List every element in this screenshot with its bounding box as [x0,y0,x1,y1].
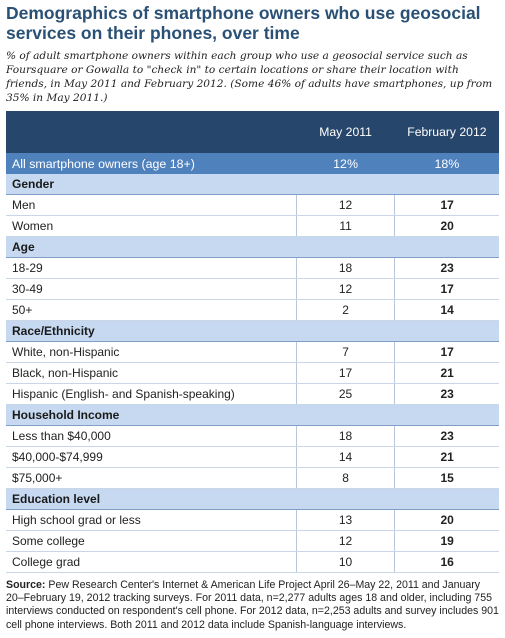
row-label: $75,000+ [6,468,296,489]
group-header-row [6,174,499,195]
value-may-2011: 14 [296,447,394,468]
value-may-2011: 10 [296,552,394,573]
value-february-2012: 23 [395,258,499,279]
all-owners-row [6,153,499,174]
row-label: Women [6,216,296,237]
column-header-may-2011: May 2011 [296,111,394,153]
table-row [6,216,499,237]
table-row [6,552,499,573]
value-february-2012: 14 [395,300,499,321]
table-row [6,300,499,321]
value-may-2011: 7 [296,342,394,363]
group-header-label: Age [6,237,499,258]
value-may-2011: 12 [296,279,394,300]
row-label: Men [6,195,296,216]
value-may-2011: 17 [296,363,394,384]
row-label: $40,000-$74,999 [6,447,296,468]
table-row [6,468,499,489]
group-header-row [6,405,499,426]
value-february-2012: 20 [395,510,499,531]
chart-title: Demographics of smartphone owners who use geosocial services on their phones, over time [6,3,481,43]
table-row [6,363,499,384]
value-february-2012: 23 [395,384,499,405]
value-may-2011: 25 [296,384,394,405]
header-label-cell [6,111,296,153]
value-february-2012: 23 [395,426,499,447]
group-header-label: Education level [6,489,499,510]
table-row [6,384,499,405]
row-label: Less than $40,000 [6,426,296,447]
source-label: Source: [6,579,46,591]
value-may-2011: 18 [296,426,394,447]
group-header-row [6,489,499,510]
table-header-row [6,111,499,153]
value-february-2012: 17 [395,342,499,363]
table-row [6,426,499,447]
row-label: 18-29 [6,258,296,279]
value-february-2012: 17 [395,195,499,216]
row-label: White, non-Hispanic [6,342,296,363]
chart-subtitle: % of adult smartphone owners within each group who use a geosocial service such as Foursquare or Gowalla to "check in" to certain locations or share their location with friends, in May 2011 and February 2012. (Some 46% of adults have smartphones, up from 35% in May 2011.) [6,50,493,104]
group-header-label: Race/Ethnicity [6,321,499,342]
value-february-2012: 20 [395,216,499,237]
value-february-2012: 21 [395,447,499,468]
value-may-2011: 11 [296,216,394,237]
value-may-2011: 13 [296,510,394,531]
all-owners-label: All smartphone owners (age 18+) [6,153,296,174]
row-label: College grad [6,552,296,573]
value-february-2012: 17 [395,279,499,300]
table-row [6,531,499,552]
value-may-2011: 8 [296,468,394,489]
value-may-2011: 2 [296,300,394,321]
value-may-2011: 18 [296,258,394,279]
value-february-2012: 21 [395,363,499,384]
group-header-label: Household Income [6,405,499,426]
group-header-row [6,321,499,342]
table-row [6,342,499,363]
group-header-row [6,237,499,258]
row-label: 30-49 [6,279,296,300]
all-owners-february-2012: 18% [395,153,499,174]
value-february-2012: 19 [395,531,499,552]
all-owners-may-2011: 12% [296,153,394,174]
data-table [6,111,499,573]
row-label: High school grad or less [6,510,296,531]
source-note [6,579,499,632]
row-label: 50+ [6,300,296,321]
table-row [6,447,499,468]
value-may-2011: 12 [296,195,394,216]
data-table-body [6,111,499,573]
row-label: Some college [6,531,296,552]
source-text: Pew Research Center's Internet & American Life Project April 26–May 22, 2011 and January 20–February 19, 2012 tracking surveys. For 2011 data, n=2,277 adults ages 18 and older, including 755 interviews conducted on respondent's cell phone. For 2012 data, n=2,253 adults and survey includes 901 cell phone interviews. Both 2011 and 2012 data include Spanish-language interviews. [6,579,499,631]
table-row [6,279,499,300]
table-row [6,195,499,216]
column-header-february-2012: February 2012 [395,111,499,153]
group-header-label: Gender [6,174,499,195]
value-may-2011: 12 [296,531,394,552]
value-february-2012: 15 [395,468,499,489]
value-february-2012: 16 [395,552,499,573]
row-label: Hispanic (English- and Spanish-speaking) [6,384,296,405]
table-row [6,510,499,531]
table-row [6,258,499,279]
row-label: Black, non-Hispanic [6,363,296,384]
